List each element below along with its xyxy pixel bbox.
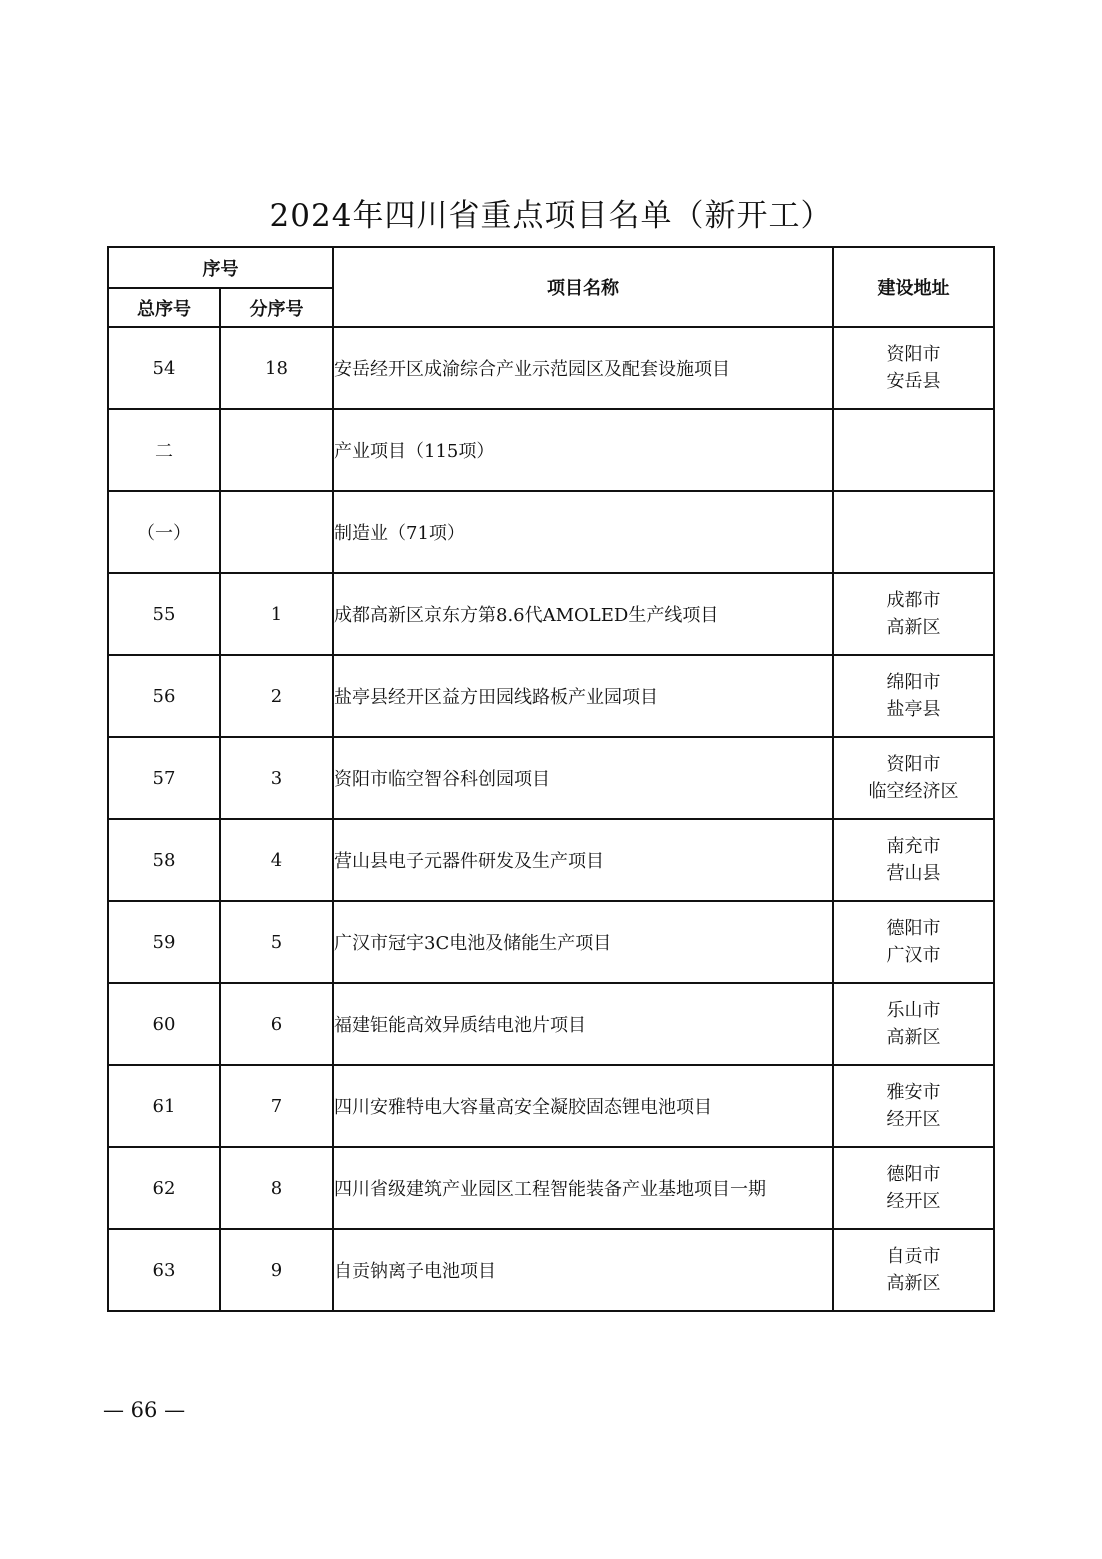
project-name-cell: 安岳经开区成渝综合产业示范园区及配套设施项目 (333, 327, 833, 409)
header-total-seq: 总序号 (108, 288, 220, 327)
location-district: 临空经济区 (868, 781, 959, 802)
location-city: 乐山市 (886, 1000, 941, 1021)
total-seq-cell: 58 (108, 819, 220, 901)
project-name-cell: 广汉市冠宇3C电池及储能生产项目 (333, 901, 833, 983)
location-city: 雅安市 (886, 1082, 941, 1103)
location-city: 资阳市 (886, 754, 941, 775)
total-seq-cell: 63 (108, 1229, 220, 1311)
project-name-cell: 盐亭县经开区益方田园线路板产业园项目 (333, 655, 833, 737)
location-cell (833, 491, 994, 573)
location-district: 广汉市 (886, 945, 941, 966)
location-cell (833, 573, 994, 655)
table-row (108, 655, 994, 737)
location-cell (833, 1147, 994, 1229)
total-seq-cell: 56 (108, 655, 220, 737)
project-name-cell: 福建钜能高效异质结电池片项目 (333, 983, 833, 1065)
location-cell (833, 819, 994, 901)
sub-seq-cell: 6 (220, 983, 333, 1065)
location-district: 盐亭县 (886, 699, 941, 720)
table-row (108, 573, 994, 655)
table-row (108, 1147, 994, 1229)
page-number: — 66 — (103, 1398, 186, 1422)
total-seq-cell: 二 (108, 409, 220, 491)
total-seq-cell: 54 (108, 327, 220, 409)
location-cell (833, 983, 994, 1065)
table-body (108, 327, 994, 1311)
table-row (108, 1065, 994, 1147)
table-row (108, 1229, 994, 1311)
header-project-name: 项目名称 (333, 247, 833, 327)
sub-seq-cell (220, 409, 333, 491)
total-seq-cell: 60 (108, 983, 220, 1065)
total-seq-cell: 61 (108, 1065, 220, 1147)
sub-seq-cell: 5 (220, 901, 333, 983)
location-city: 成都市 (886, 590, 941, 611)
sub-seq-cell: 1 (220, 573, 333, 655)
project-name-cell: 四川省级建筑产业园区工程智能装备产业基地项目一期 (333, 1147, 833, 1229)
project-name-cell: 资阳市临空智谷科创园项目 (333, 737, 833, 819)
location-city: 德阳市 (886, 918, 941, 939)
table-row (108, 491, 994, 573)
location-cell (833, 1229, 994, 1311)
location-cell (833, 901, 994, 983)
location-district: 高新区 (886, 617, 941, 638)
project-name-cell: 成都高新区京东方第8.6代AMOLED生产线项目 (333, 573, 833, 655)
location-district: 安岳县 (886, 371, 941, 392)
location-district: 经开区 (886, 1109, 941, 1130)
header-location: 建设地址 (833, 247, 994, 327)
page-title: 2024年四川省重点项目名单（新开工） (269, 198, 833, 234)
location-city: 南充市 (886, 836, 941, 857)
table-row (108, 983, 994, 1065)
sub-seq-cell: 2 (220, 655, 333, 737)
table-row (108, 901, 994, 983)
total-seq-cell: 57 (108, 737, 220, 819)
project-name-cell: 自贡钠离子电池项目 (333, 1229, 833, 1311)
location-cell (833, 1065, 994, 1147)
sub-seq-cell: 8 (220, 1147, 333, 1229)
location-district: 高新区 (886, 1273, 941, 1294)
total-seq-cell: 62 (108, 1147, 220, 1229)
sub-seq-cell: 7 (220, 1065, 333, 1147)
location-district: 营山县 (886, 863, 941, 884)
project-name-cell: 产业项目（115项） (333, 409, 833, 491)
sub-seq-cell: 3 (220, 737, 333, 819)
sub-seq-cell: 9 (220, 1229, 333, 1311)
project-name-cell: 四川安雅特电大容量高安全凝胶固态锂电池项目 (333, 1065, 833, 1147)
sub-seq-cell (220, 491, 333, 573)
location-cell (833, 737, 994, 819)
location-cell (833, 327, 994, 409)
location-district: 高新区 (886, 1027, 941, 1048)
header-sub-seq: 分序号 (220, 288, 333, 327)
total-seq-cell: （一） (108, 491, 220, 573)
sub-seq-cell: 18 (220, 327, 333, 409)
table-row (108, 327, 994, 409)
location-city: 自贡市 (886, 1246, 941, 1267)
location-city: 绵阳市 (886, 672, 941, 693)
total-seq-cell: 59 (108, 901, 220, 983)
header-seq: 序号 (108, 247, 333, 288)
project-name-cell: 营山县电子元器件研发及生产项目 (333, 819, 833, 901)
table-row (108, 737, 994, 819)
total-seq-cell: 55 (108, 573, 220, 655)
table-row (108, 409, 994, 491)
location-cell (833, 409, 994, 491)
location-district: 经开区 (886, 1191, 941, 1212)
location-cell (833, 655, 994, 737)
table-row (108, 819, 994, 901)
location-city: 德阳市 (886, 1164, 941, 1185)
sub-seq-cell: 4 (220, 819, 333, 901)
project-table (107, 246, 995, 1312)
location-city: 资阳市 (886, 344, 941, 365)
project-name-cell: 制造业（71项） (333, 491, 833, 573)
